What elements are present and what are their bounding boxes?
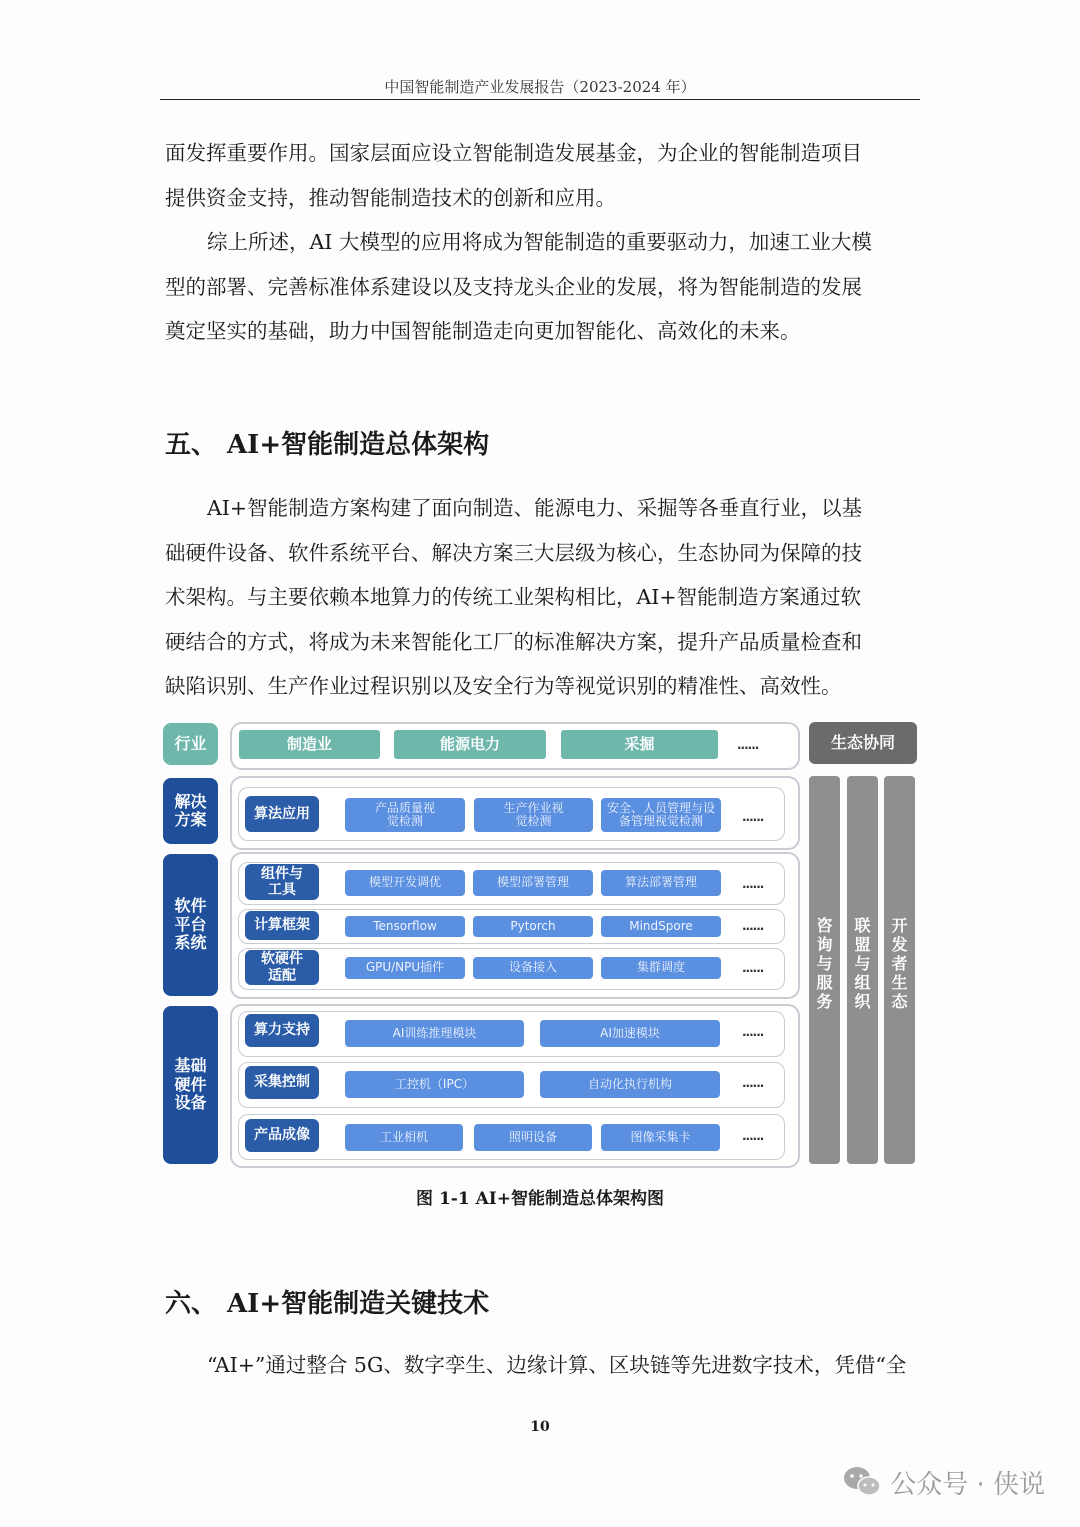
sub-label: 算力支持: [245, 1014, 319, 1047]
sub-label: 计算框架: [245, 911, 319, 940]
more-ellipsis: ......: [742, 810, 764, 824]
ecosystem-column: [884, 776, 915, 1164]
software-item: 模型开发调优: [345, 870, 465, 896]
layer-label-solution: [163, 778, 218, 844]
hardware-item: 自动化执行机构: [540, 1071, 720, 1098]
hardware-item: AI加速模块: [540, 1020, 720, 1047]
software-item: Tensorflow: [345, 916, 465, 937]
solution-item: [345, 798, 465, 832]
text-line: 面发挥重要作用。国家层面应设立智能制造发展基金，为企业的智能制造项目: [165, 141, 862, 165]
more-ellipsis: ......: [742, 1076, 764, 1090]
section-title: AI+智能制造关键技术: [227, 1289, 490, 1319]
text-line: 硬结合的方式，将成为未来智能化工厂的标准解决方案，提升产品质量检查和: [165, 629, 862, 654]
section-number: 六、: [165, 1289, 218, 1319]
ecosystem-title: 生态协同: [809, 722, 917, 764]
ecosystem-column-text: 咨询与服务: [816, 916, 833, 1011]
text-line: 础硬件设备、软件系统平台、解决方案三大层级为核心，生态协同为保障的技: [165, 540, 862, 565]
hardware-item: 工控机（IPC）: [345, 1071, 524, 1098]
paragraph-4: [165, 1343, 905, 1388]
layer-label-text: 基础硬件设备: [174, 1056, 207, 1113]
ecosystem-column-text: 联盟与组织: [854, 916, 871, 1011]
sub-label: [245, 864, 319, 900]
hardware-item: 图像采集卡: [601, 1124, 720, 1151]
more-ellipsis: ......: [742, 919, 764, 933]
hardware-item: AI训练推理模块: [345, 1020, 524, 1047]
software-item: 算法部署管理: [601, 870, 721, 896]
software-item: Pytorch: [473, 916, 593, 937]
text-line: 缺陷识别、生产作业过程识别以及安全行为等视觉识别的精准性、高效性。: [165, 674, 842, 698]
ecosystem-column-text: 开发者生态: [891, 916, 908, 1011]
layer-label-text: 解决方案: [174, 791, 207, 829]
software-item: MindSpore: [601, 916, 721, 937]
sub-label-text: 软硬件适配: [261, 951, 303, 984]
more-ellipsis: ......: [742, 961, 764, 975]
sub-label: 产品成像: [245, 1119, 319, 1152]
layer-label-text: 软件平台系统: [174, 896, 207, 953]
industry-item: 能源电力: [394, 730, 546, 759]
software-item: 集群调度: [601, 957, 721, 979]
wechat-icon: [842, 1465, 882, 1499]
ecosystem-column: [809, 776, 840, 1164]
solution-item: [601, 798, 721, 832]
ecosystem-column: [847, 776, 878, 1164]
sub-label: 算法应用: [245, 796, 319, 832]
item-text: 安全、人员管理与设备管理视觉检测: [606, 800, 715, 828]
item-text: 生产作业视觉检测: [503, 800, 564, 828]
text-line: “AI+”通过整合 5G、数字孪生、边缘计算、区块链等先进数字技术，凭借“全: [207, 1353, 907, 1377]
watermark-text: 公众号 · 侠说: [890, 1469, 1045, 1500]
hardware-item: 工业相机: [345, 1124, 463, 1151]
layer-label-industry: 行业: [163, 723, 218, 765]
text-line: 型的部署、完善标准体系建设以及支持龙头企业的发展，将为智能制造的发展: [165, 274, 862, 299]
section-number: 五、: [165, 430, 218, 460]
text-line: 奠定坚实的基础，助力中国智能制造走向更加智能化、高效化的未来。: [165, 319, 801, 343]
section-heading-6: [165, 1283, 489, 1320]
software-item: 模型部署管理: [473, 870, 593, 896]
text-line: 综上所述，AI 大模型的应用将成为智能制造的重要驱动力，加速工业大模: [207, 230, 872, 254]
sub-label: [245, 950, 319, 985]
solution-item: [474, 798, 593, 832]
more-ellipsis: ......: [742, 877, 764, 891]
text-line: AI+智能制造方案构建了面向制造、能源电力、采掘等各垂直行业，以基: [207, 496, 863, 520]
layer-label-hardware: [163, 1006, 218, 1164]
industry-item: 采掘: [561, 730, 718, 759]
watermark: [842, 1462, 1045, 1502]
page-number: 10: [530, 1419, 550, 1435]
layer-label-software: [163, 854, 218, 996]
industry-item: 制造业: [239, 730, 380, 759]
more-ellipsis: ......: [742, 1129, 764, 1143]
software-item: 设备接入: [473, 957, 593, 979]
text-line: 术架构。与主要依赖本地算力的传统工业架构相比，AI+智能制造方案通过软: [165, 585, 862, 609]
item-text: 产品质量视觉检测: [374, 800, 435, 828]
hardware-item: 照明设备: [474, 1124, 592, 1151]
running-header: 中国智能制造产业发展报告（2023-2024 年）: [384, 78, 696, 96]
software-item: GPU/NPU插件: [345, 957, 465, 979]
more-ellipsis: ......: [737, 738, 759, 752]
text-line: 提供资金支持，推动智能制造技术的创新和应用。: [165, 185, 616, 210]
sub-label: 采集控制: [245, 1066, 319, 1099]
figure-caption: 图 1-1 AI+智能制造总体架构图: [416, 1189, 664, 1209]
sub-label-text: 组件与工具: [261, 865, 303, 898]
more-ellipsis: ......: [742, 1025, 764, 1039]
section-title: AI+智能制造总体架构: [227, 430, 490, 460]
